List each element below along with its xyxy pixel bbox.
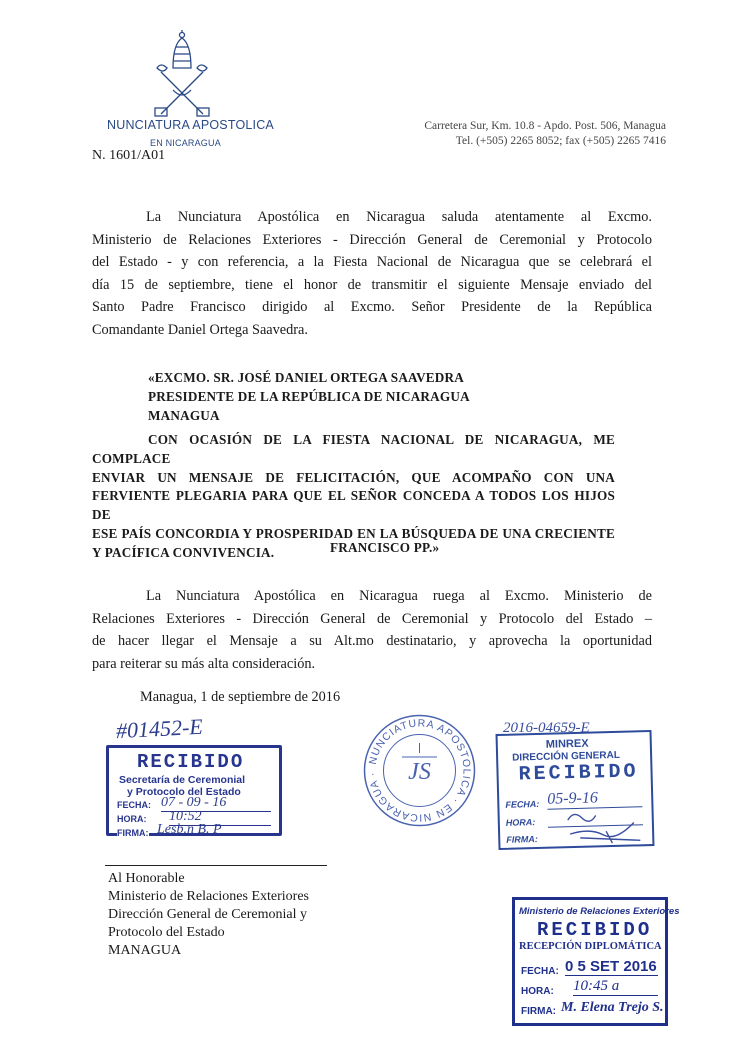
stamp-value: 05-9-16 (547, 788, 642, 809)
paragraph-line: Comandante Daniel Ortega Saavedra. (92, 321, 308, 338)
stamp-value: 10:45 a (573, 978, 658, 996)
minrex-received-stamp (496, 730, 655, 850)
stamp-value: 07 - 09 - 16 (161, 795, 271, 812)
signature-rule (105, 865, 327, 866)
stamp-label: FECHA: (521, 966, 559, 977)
handwritten-number: #01452-E (115, 713, 204, 744)
addressee-line: MANAGUA (108, 943, 182, 958)
closing-paragraph (92, 585, 652, 675)
message-line: ESE PAÍS CONCORDIA Y PROSPERIDAD EN LA BÚSQUEDA DE UNA CRECIENTE (92, 525, 615, 541)
message-addressee (148, 369, 615, 425)
addressee-line: Al Honorable (108, 871, 185, 886)
letterhead-phone: Tel. (+505) 2265 8052; fax (+505) 2265 7416 (455, 135, 666, 147)
protocol-received-stamp (512, 897, 680, 1026)
ceremonial-received-stamp (106, 745, 282, 836)
message-addressee-line: «EXCMO. SR. JOSÉ DANIEL ORTEGA SAAVEDRA (148, 370, 464, 385)
stamp-dept: DIRECCIÓN GENERAL (512, 749, 621, 764)
addressee-line: Protocolo del Estado (108, 925, 225, 940)
seal-monogram: JS (408, 759, 431, 785)
stamp-label: FIRMA: (521, 1006, 556, 1017)
stamp-value: 10:52 (169, 809, 271, 826)
paragraph-line: para reiterar su más alta consideración. (92, 655, 316, 672)
message-line: FERVIENTE PLEGARIA PARA QUE EL SEÑOR CONCEDA A TODOS LOS HIJOS DE (92, 488, 615, 523)
letterhead-address: Carretera Sur, Km. 10.8 - Apdo. Post. 506, Managua (424, 120, 666, 132)
handwritten-number: 2016-04659-E (503, 720, 590, 736)
stamp-line: y Protocolo del Estado (127, 786, 241, 798)
stamp-line: Secretaría de Ceremonial (119, 774, 246, 786)
paragraph-line: Relaciones Exteriores - Dirección General de Ceremonial y Protocolo del Estado – (92, 610, 652, 627)
message-addressee-line: PRESIDENTE DE LA REPÚBLICA DE NICARAGUA (148, 388, 470, 404)
stamp-label: FIRMA: (506, 833, 538, 845)
nunciature-seal-icon (362, 713, 477, 828)
paragraph-line: Santo Padre Francisco dirigido al Excmo. Señor Presidente de la República (92, 299, 652, 315)
seal-ring-text: NUNCIATURA APOSTOLICA · EN NICARAGUA · (366, 717, 473, 824)
handwritten-signature-icon (559, 804, 645, 846)
addressee-line: Ministerio de Relaciones Exteriores (108, 889, 309, 904)
stamp-org: Ministerio de Relaciones Exteriores (519, 906, 680, 917)
stamp-title: RECIBIDO (537, 919, 653, 941)
letterhead-name: NUNCIATURA APOSTOLICA (107, 118, 274, 132)
stamp-dept: RECEPCIÓN DIPLOMÁTICA (519, 941, 662, 952)
stamp-org: MINREX (545, 737, 589, 751)
stamp-label: FIRMA: (117, 828, 149, 838)
message-signature: FRANCISCO PP.» (330, 540, 440, 555)
paragraph-line: La Nunciatura Apostólica en Nicaragua saluda atentamente al Excmo. (146, 209, 652, 225)
stamp-label: FECHA: (117, 800, 151, 810)
paragraph-line: Ministerio de Relaciones Exteriores - Dirección General de Ceremonial y Protocolo (92, 231, 652, 248)
paragraph-line: del Estado - y con referencia, a la Fiesta Nacional de Nicaragua que se celebrará el (92, 254, 652, 270)
reference-number: N. 1601/A01 (92, 148, 166, 163)
message-line: CON OCASIÓN DE LA FIESTA NACIONAL DE NICARAGUA, ME COMPLACE (92, 432, 615, 466)
stamp-label: FECHA: (505, 798, 540, 810)
stamp-label: HORA: (505, 817, 536, 828)
message-line: ENVIAR UN MENSAJE DE FELICITACIÓN, QUE ACOMPAÑO CON UNA (92, 469, 615, 485)
stamp-signature: M. Elena Trejo S. (561, 1000, 664, 1015)
stamp-signature: Lesb.n B. P (157, 822, 222, 837)
stamp-value: 0 5 SET 2016 (565, 958, 657, 975)
stamp-title: RECIBIDO (137, 751, 245, 773)
addressee-line: Dirección General de Ceremonial y (108, 907, 308, 922)
letterhead-subtitle: EN NICARAGUA (150, 138, 221, 148)
stamp-label: HORA: (521, 986, 554, 997)
message-line: Y PACÍFICA CONVIVENCIA. (92, 544, 275, 560)
paragraph-line: La Nunciatura Apostólica en Nicaragua ruega al Excmo. Ministerio de (146, 588, 652, 604)
stamp-label: HORA: (117, 814, 147, 824)
holy-see-coat-of-arms-icon (147, 30, 217, 120)
paragraph-line: de hacer llegar el Mensaje a su Alt.mo destinatario, y aprovecha la oportunidad (92, 633, 652, 649)
date-place: Managua, 1 de septiembre de 2016 (140, 689, 341, 705)
message-addressee-line: MANAGUA (148, 407, 220, 423)
paragraph-line: día 15 de septiembre, tiene el honor de transmitir el siguiente Mensaje enviado del (92, 276, 652, 293)
intro-paragraph (92, 206, 652, 341)
stamp-title: RECIBIDO (518, 760, 639, 787)
